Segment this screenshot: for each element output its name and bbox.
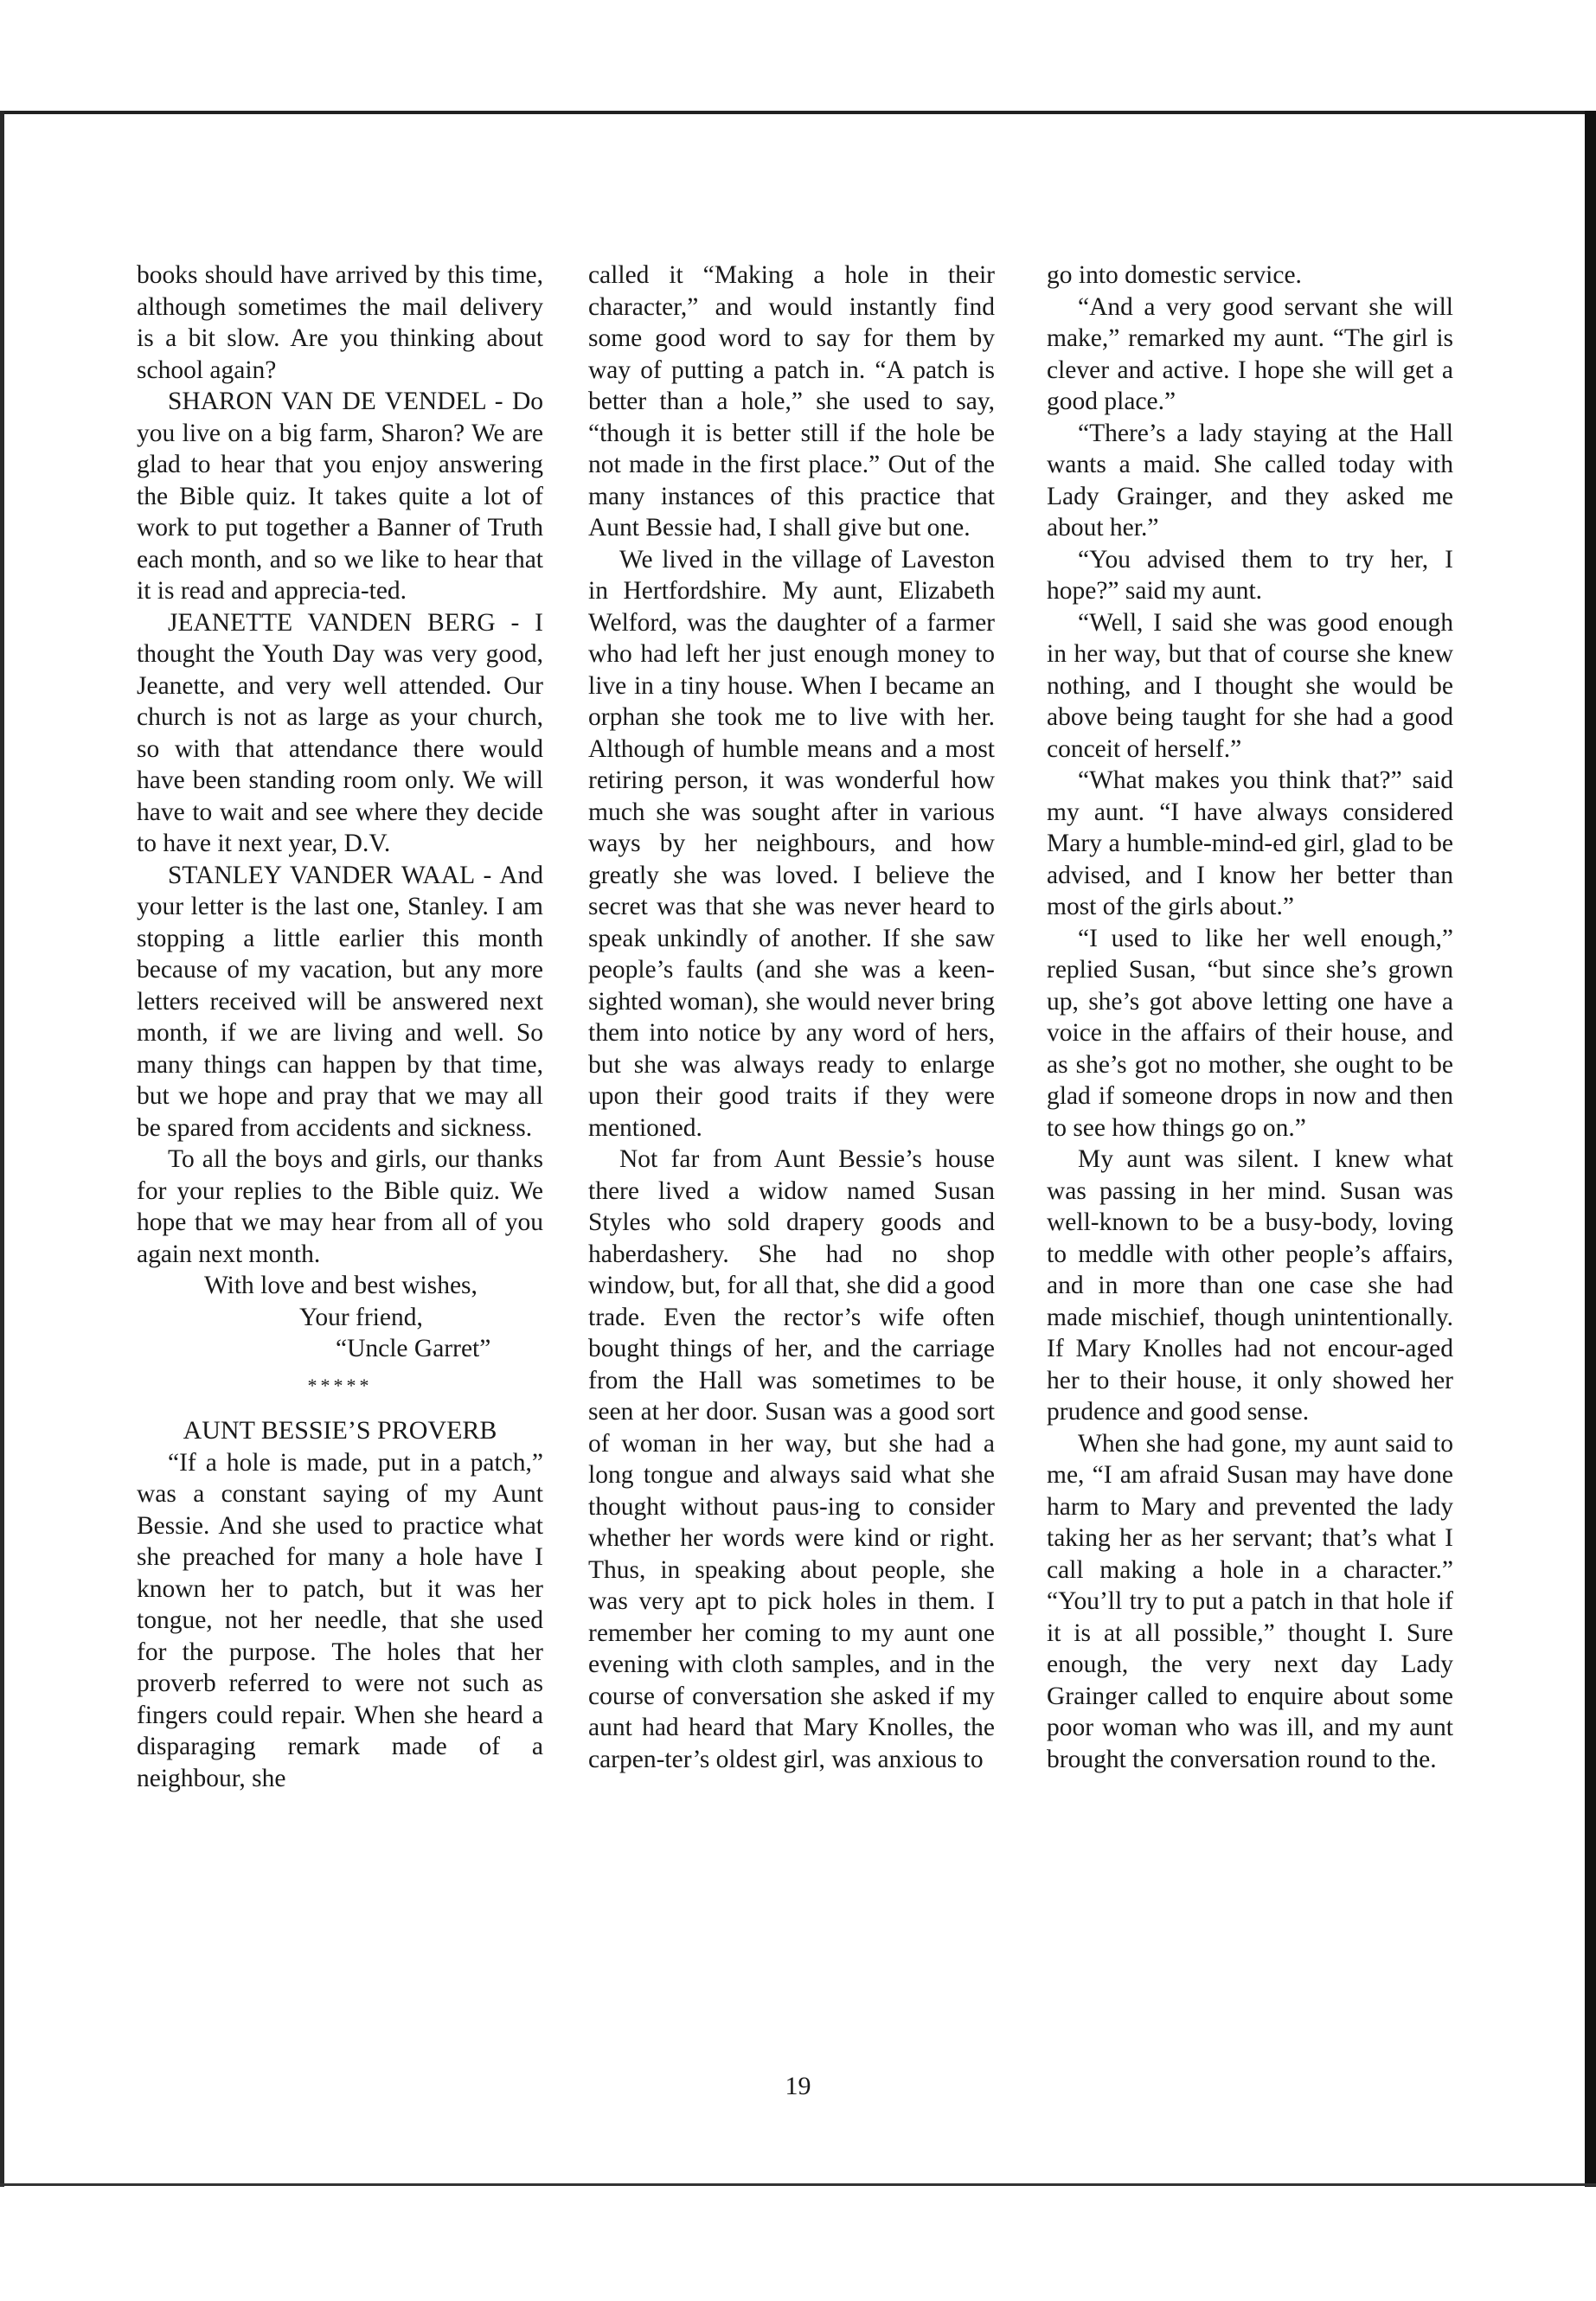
paragraph: Not far from Aunt Bessie’s house there lived a widow named Susan Styles who sold drapery goods and haberdashery. She had no shop window, but, for all that, she did a good trade. Even the rector’s wife often bought things of her, and the carriage from the Hall was sometimes to be seen at her door. Susan was a good sort of woman in her way, but she had a long tongue and always said what she thought without paus-ing to consider whether her words were kind or right. Thus, in speaking about people, she was very apt to pick holes in them. I remember her coming to my aunt one evening with cloth samples, and in the course of conversation she asked if my aunt had heard that Mary Knolles, the carpen-ter’s oldest girl, was anxious to (588, 1145, 995, 1773)
paragraph: When she had gone, my aunt said to me, “I am afraid Susan may have done harm to Mary and prevented the lady taking her as her servant; that’s what I call making a hole in a character.” “You’ll try to put a patch in that hole if it is at all possible,” thought I. Sure enough, the very next day Lady Grainger called to enquire about some poor woman who was ill, and my aunt brought the conversation round to the. (1047, 1429, 1453, 1773)
paragraph: “What makes you think that?” said my aunt. “I have always considered Mary a humble-mind-ed girl, glad to be advised, and I know her better than most of the girls about.” (1047, 766, 1453, 920)
column-right (1047, 260, 1453, 1775)
letter-friend: Your friend, (299, 1303, 423, 1331)
paragraph: STANLEY VANDER WAAL - And your letter is the last one, Stanley. I am stopping a little earlier this month because of my vacation, but any more letters received will be answered next month, if we are living and well. So many things can happen by that time, but we hope and pray that we may all be spared from accidents and sickness. (137, 861, 543, 1142)
paragraph: “You advised them to try her, I hope?” said my aunt. (1047, 545, 1453, 605)
paragraph: To all the boys and girls, our thanks for your replies to the Bible quiz. We hope that we may hear from all of you again next month. (137, 1145, 543, 1268)
scan-frame-bottom (0, 2183, 1596, 2186)
scan-frame-left (0, 111, 4, 2187)
paragraph: go into domestic service. (1047, 261, 1302, 289)
paragraph: “There’s a lady staying at the Hall wants a maid. She called today with Lady Grainger, and they asked me about her.” (1047, 419, 1453, 542)
scan-frame-top (0, 111, 1596, 114)
paragraph: “And a very good servant she will make,” remarked my aunt. “The girl is clever and active. I hope she will get a good place.” (1047, 292, 1453, 415)
section-separator: ***** (307, 1374, 373, 1396)
paragraph: called it “Making a hole in their character,” and would instantly find some good word to say for them by way of putting a patch in. “A patch is better than a hole,” she used to say, “though it is better still if the hole be not made in the first place.” Out of the many instances of this practice that Aunt Bessie had, I shall give but one. (588, 261, 995, 542)
paragraph: SHARON VAN DE VENDEL - Do you live on a big farm, Sharon? We are glad to hear that you enjoy answering the Bible quiz. It takes quite a lot of work to put together a Banner of Truth each month, and so we like to hear that it is read and apprecia-ted. (137, 388, 543, 605)
paragraph: My aunt was silent. I knew what was passing in her mind. Susan was well-known to be a busy-body, loving to meddle with other people’s affairs, and in more than one case she had made mischief, though unintentionally. If Mary Knolles had not encour-aged her to their house, it only showed her prudence and good sense. (1047, 1145, 1453, 1426)
column-left (137, 260, 543, 1794)
scan-frame-right (1585, 111, 1596, 2187)
letter-signature: “Uncle Garret” (336, 1335, 491, 1362)
paragraph: books should have arrived by this time, although sometimes the mail delivery is a bit slow. Are you thinking about school again? (137, 261, 543, 384)
paragraph: We lived in the village of Laveston in Hertfordshire. My aunt, Elizabeth Welford, was the daughter of a farmer who had left her just enough money to live in a tiny house. When I became an orphan she took me to live with her. Although of humble means and a most retiring person, it was wonderful how much she was sought after in various ways by her neighbours, and how greatly she was loved. I believe the secret was that she was never heard to speak unkindly of another. If she saw people’s faults (and she was a keen-sighted woman), she would never bring them into notice by any word of hers, but she was always ready to enlarge upon their good traits if they were mentioned. (588, 545, 995, 1142)
column-middle (588, 260, 995, 1775)
paragraph: “Well, I said she was good enough in her way, but that of course she knew nothing, and I thought she would be above being taught for she had a good conceit of herself.” (1047, 608, 1453, 763)
paragraph: JEANETTE VANDEN BERG - I thought the Youth Day was very good, Jeanette, and very well attended. Our church is not as large as your church, so with that attendance there would have been standing room only. We will have to wait and see where they decide to have it next year, D.V. (137, 608, 543, 857)
story-title: AUNT BESSIE’S PROVERB (183, 1416, 497, 1445)
paragraph: “If a hole is made, put in a patch,” was a constant saying of my Aunt Bessie. And she used to practice what she preached for many a hole have I known her to patch, but it was her tongue, not her needle, that she used for the purpose. The holes that her proverb referred to were not such as fingers could repair. When she heard a disparaging remark made of a neighbour, she (137, 1448, 543, 1792)
paragraph: “I used to like her well enough,” replied Susan, “but since she’s grown up, she’s got above letting one have a voice in the affairs of their house, and as she’s got no mother, she ought to be glad if someone drops in now and then to see how things go on.” (1047, 924, 1453, 1142)
letter-closing: With love and best wishes, (204, 1272, 478, 1299)
page-number: 19 (785, 2072, 811, 2100)
